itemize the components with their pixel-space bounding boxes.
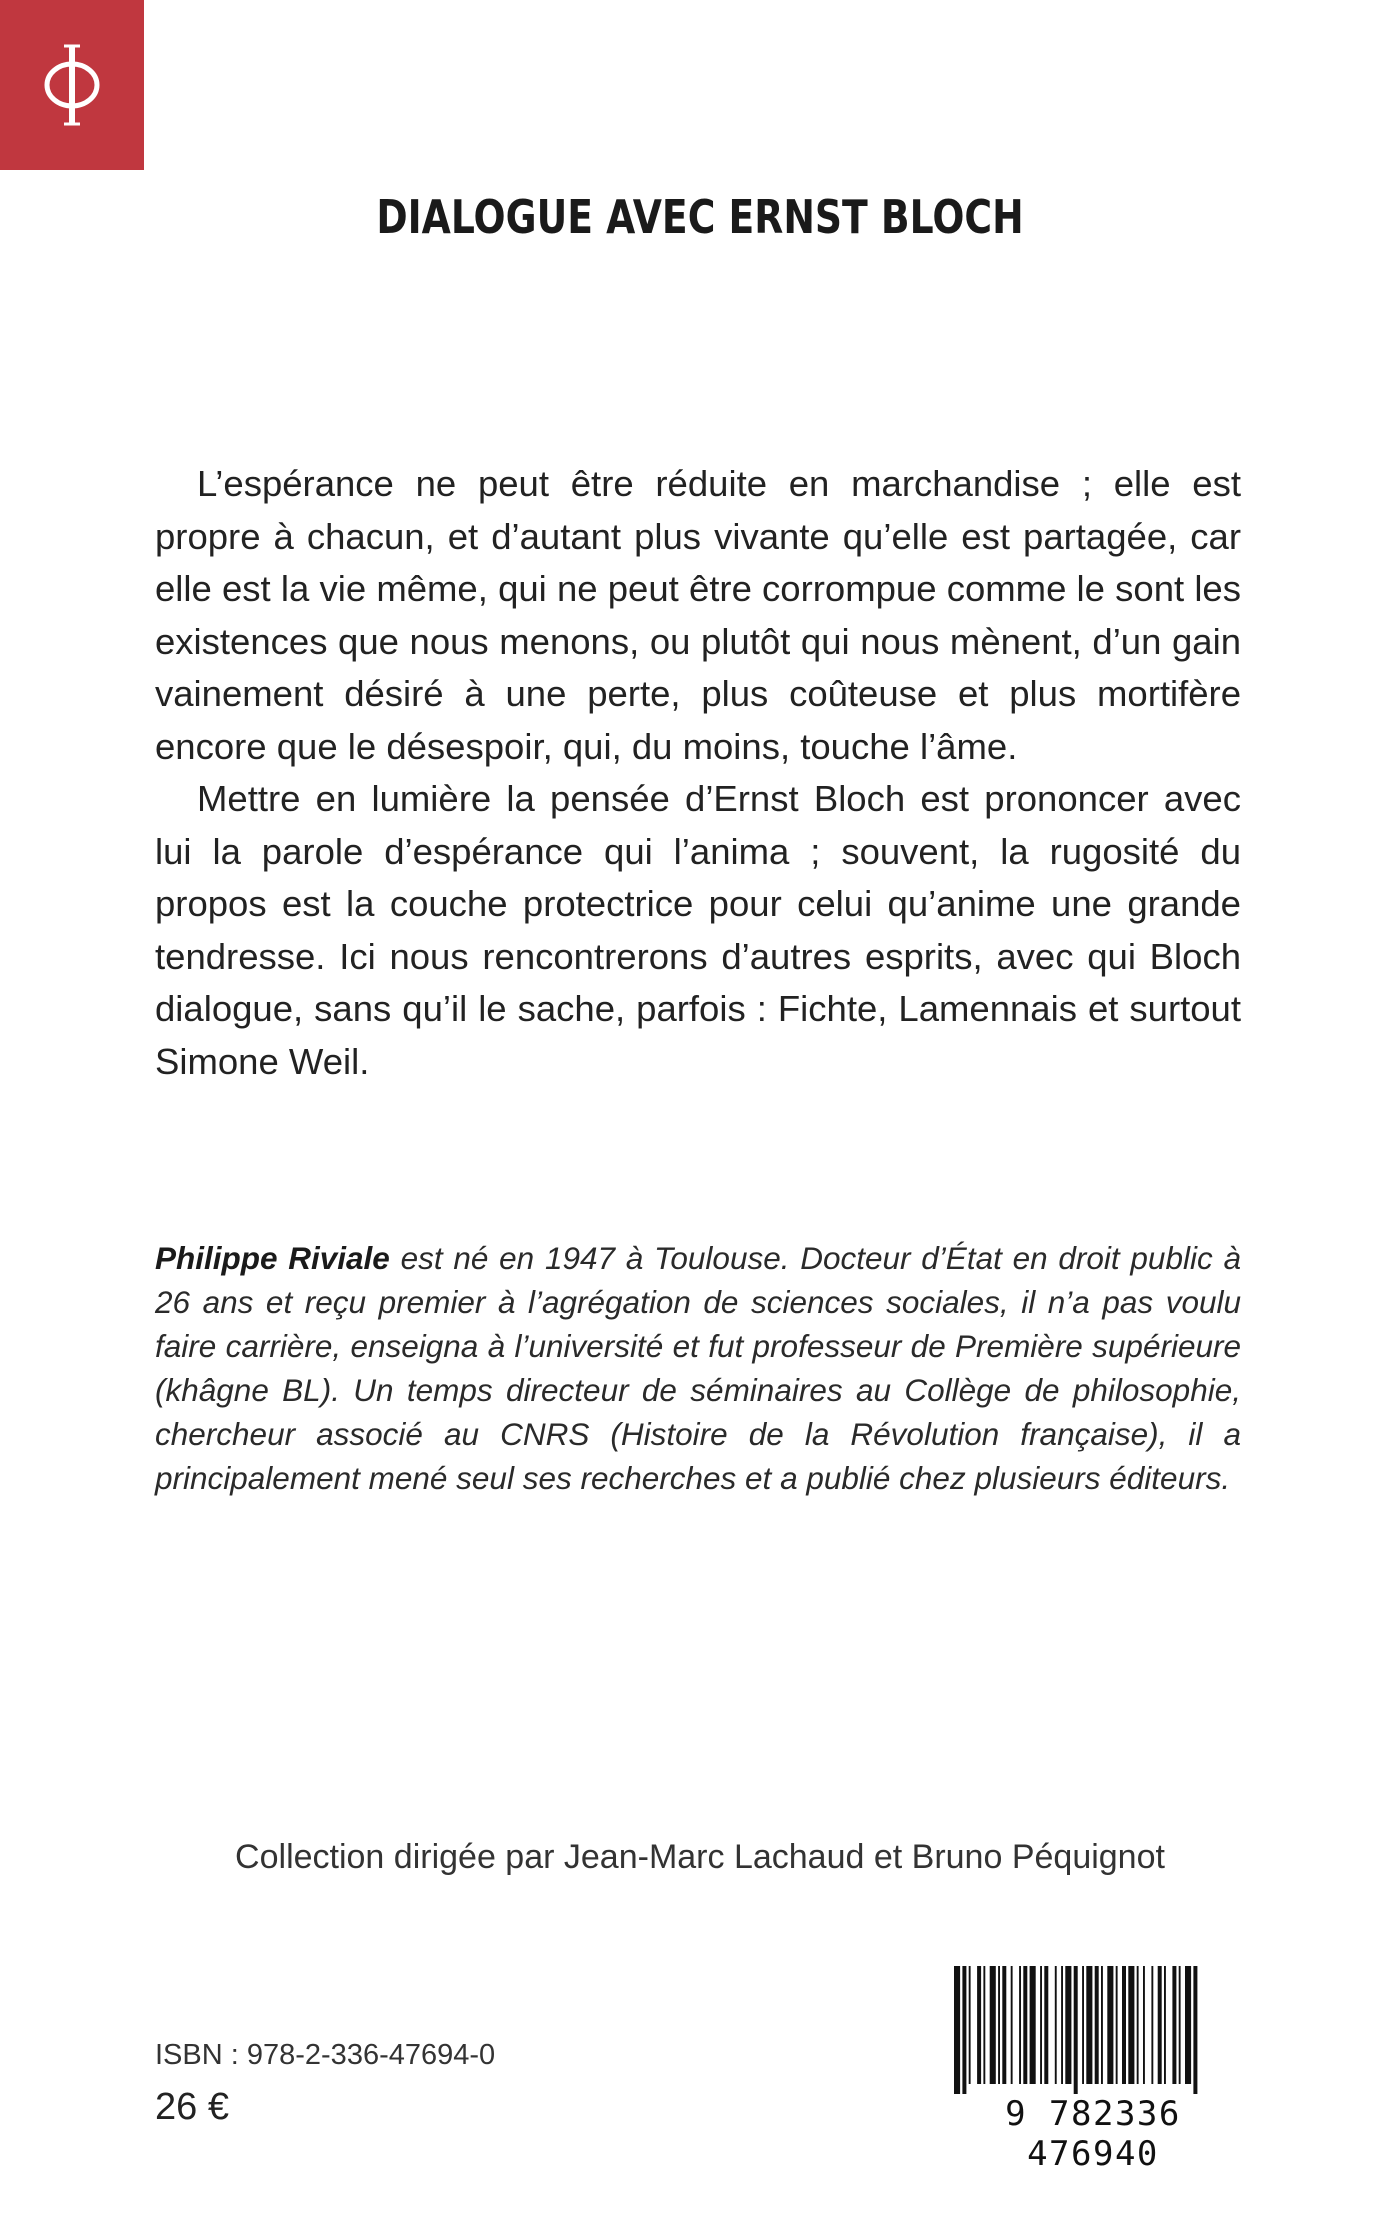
barcode-bar <box>1193 1966 1197 2094</box>
book-title: DIALOGUE AVEC ERNST BLOCH <box>376 190 1024 244</box>
barcode-bar <box>1185 1966 1191 2084</box>
barcode-bar <box>1143 1966 1145 2084</box>
author-bio <box>155 1236 1241 1500</box>
isbn: ISBN : 978-2-336-47694-0 <box>155 2039 496 2071</box>
barcode-bar <box>1172 1966 1176 2084</box>
barcode-bar <box>1011 1966 1013 2084</box>
barcode-bar <box>1030 1966 1036 2084</box>
collection-credit: Collection dirigée par Jean-Marc Lachaud et Bruno Péquignot <box>235 1838 1165 1876</box>
barcode-bar <box>1179 1966 1181 2084</box>
barcode-bar <box>1116 1966 1118 2084</box>
barcode-bars-icon <box>948 1966 1238 2096</box>
barcode-digits: 9 782336 476940 <box>1005 2094 1181 2174</box>
barcode-bar <box>969 1966 971 2084</box>
barcode-bar <box>1061 1966 1063 2084</box>
publisher-logo <box>0 0 144 170</box>
barcode-bar <box>1055 1966 1057 2084</box>
barcode-bar <box>1137 1966 1139 2084</box>
author-bio-text: est né en 1947 à Toulouse. Docteur d’État en droit public à 26 ans et reçu premier à l’agrégation de sciences sociales, il n’a pas voulu faire carrière, enseigna à l’université et fut professeur de Première supérieure (khâgne BL). Un temps directeur de séminaires au Collège de philosophie, chercheur associé au CNRS (Histoire de la Révolution française), il a principalement mené seul ses recherches et a publié chez plusieurs éditeurs. <box>155 1240 1241 1496</box>
barcode-bar <box>1164 1966 1166 2084</box>
price: 26 € <box>155 2086 229 2128</box>
barcode-bar <box>962 1966 966 2094</box>
barcode-bar <box>1086 1966 1092 2084</box>
barcode-bar <box>983 1966 985 2084</box>
barcode-bar <box>1107 1966 1113 2084</box>
barcode-bar <box>1158 1966 1162 2084</box>
barcode-bar <box>1074 1966 1078 2094</box>
barcode-bar <box>1002 1966 1006 2084</box>
barcode-bar <box>990 1966 996 2084</box>
barcode-bar <box>1128 1966 1134 2084</box>
phi-logo-icon <box>37 40 107 130</box>
barcode-bar <box>1044 1966 1048 2084</box>
barcode-bar <box>1040 1966 1042 2084</box>
barcode <box>948 1966 1238 2174</box>
author-name: Philippe Riviale <box>155 1240 390 1276</box>
back-cover-blurb <box>155 458 1241 1088</box>
barcode-bar <box>1122 1966 1126 2084</box>
barcode-bar <box>1023 1966 1027 2084</box>
barcode-bar <box>977 1966 981 2084</box>
barcode-bar <box>1082 1966 1084 2084</box>
barcode-bar <box>998 1966 1000 2084</box>
barcode-bar <box>954 1966 960 2094</box>
barcode-bar <box>1095 1966 1099 2084</box>
blurb-paragraph: L’espérance ne peut être réduite en marchandise ; elle est propre à chacun, et d’autant plus vivante qu’elle est partagée, car elle est la vie même, qui ne peut être corrompue comme le sont les existences que nous menons, ou plutôt qui nous mènent, d’un gain vainement désiré à une perte, plus coûteuse et plus mortifère encore que le désespoir, qui, du moins, touche l’âme. <box>155 463 1241 767</box>
barcode-bar <box>1151 1966 1153 2084</box>
barcode-bar <box>1101 1966 1103 2084</box>
blurb-paragraph: Mettre en lumière la pensée d’Ernst Bloch est prononcer avec lui la parole d’espérance qui l’anima ; souvent, la rugosité du propos est la couche protectrice pour celui qu’anime une grande tendresse. Ici nous rencontrerons d’autres esprits, avec qui Bloch dialogue, sans qu’il le sache, parfois : Fichte, Lamennais et surtout Simone Weil. <box>155 778 1241 1082</box>
barcode-bar <box>1065 1966 1071 2084</box>
barcode-bar <box>1019 1966 1021 2084</box>
